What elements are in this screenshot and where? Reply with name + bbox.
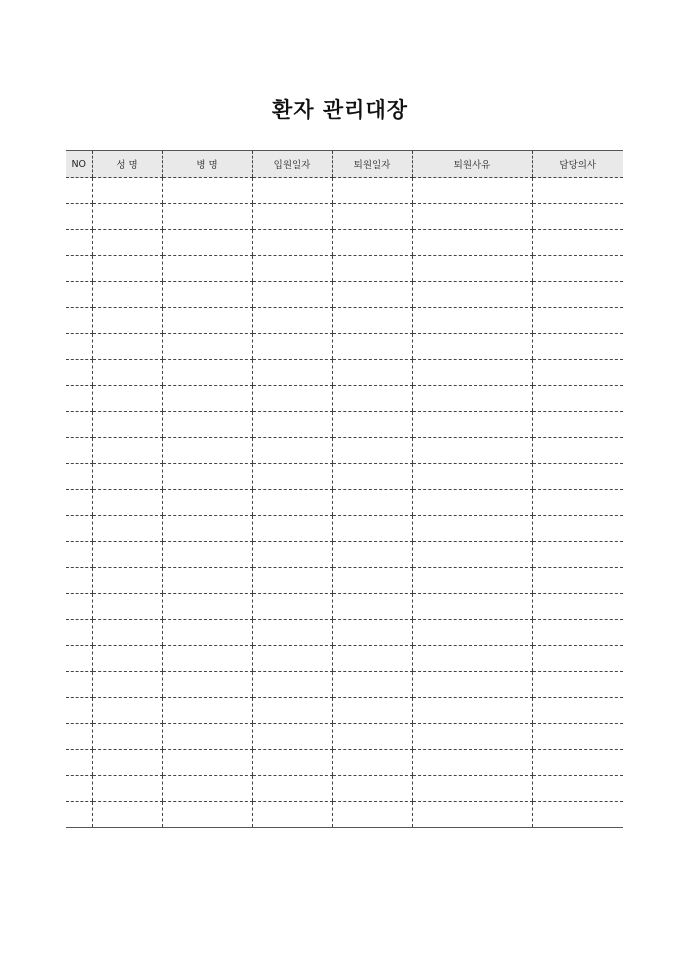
cell-discharge-reason[interactable] — [412, 490, 532, 516]
col-header-discharge-reason: 퇴원사유 — [412, 151, 532, 178]
col-header-name: 성 명 — [92, 151, 162, 178]
cell-discharge-reason[interactable] — [412, 802, 532, 828]
cell-name[interactable] — [92, 178, 162, 204]
cell-discharge-reason[interactable] — [412, 386, 532, 412]
table-row — [66, 750, 623, 776]
cell-discharge-date[interactable] — [332, 516, 412, 542]
cell-attending-doctor[interactable] — [532, 724, 623, 750]
cell-no[interactable] — [66, 308, 92, 334]
cell-discharge-date[interactable] — [332, 308, 412, 334]
cell-disease[interactable] — [162, 802, 252, 828]
cell-attending-doctor[interactable] — [532, 412, 623, 438]
cell-name[interactable] — [92, 230, 162, 256]
table-row — [66, 386, 623, 412]
cell-name[interactable] — [92, 464, 162, 490]
cell-admission-date[interactable] — [252, 594, 332, 620]
cell-discharge-reason[interactable] — [412, 542, 532, 568]
table-row — [66, 490, 623, 516]
cell-name[interactable] — [92, 750, 162, 776]
cell-no[interactable] — [66, 334, 92, 360]
table-row — [66, 698, 623, 724]
cell-discharge-date[interactable] — [332, 334, 412, 360]
cell-disease[interactable] — [162, 438, 252, 464]
cell-no[interactable] — [66, 698, 92, 724]
cell-discharge-date[interactable] — [332, 750, 412, 776]
table-row — [66, 646, 623, 672]
cell-discharge-reason[interactable] — [412, 438, 532, 464]
cell-name[interactable] — [92, 334, 162, 360]
cell-discharge-date[interactable] — [332, 594, 412, 620]
header-row — [66, 151, 623, 178]
cell-discharge-reason[interactable] — [412, 672, 532, 698]
cell-name[interactable] — [92, 646, 162, 672]
cell-discharge-date[interactable] — [332, 282, 412, 308]
cell-disease[interactable] — [162, 490, 252, 516]
cell-discharge-reason[interactable] — [412, 464, 532, 490]
cell-admission-date[interactable] — [252, 360, 332, 386]
cell-no[interactable] — [66, 542, 92, 568]
cell-no[interactable] — [66, 282, 92, 308]
cell-discharge-reason[interactable] — [412, 412, 532, 438]
table-row — [66, 204, 623, 230]
cell-attending-doctor[interactable] — [532, 594, 623, 620]
cell-name[interactable] — [92, 438, 162, 464]
document-title: 환자 관리대장 — [271, 98, 409, 122]
cell-no[interactable] — [66, 178, 92, 204]
cell-name[interactable] — [92, 308, 162, 334]
cell-name[interactable] — [92, 412, 162, 438]
table-row — [66, 672, 623, 698]
cell-discharge-reason[interactable] — [412, 178, 532, 204]
cell-disease[interactable] — [162, 620, 252, 646]
cell-name[interactable] — [92, 568, 162, 594]
cell-admission-date[interactable] — [252, 412, 332, 438]
cell-discharge-date[interactable] — [332, 646, 412, 672]
table-row — [66, 464, 623, 490]
cell-discharge-date[interactable] — [332, 386, 412, 412]
cell-no[interactable] — [66, 360, 92, 386]
table-row — [66, 230, 623, 256]
cell-attending-doctor[interactable] — [532, 360, 623, 386]
cell-disease[interactable] — [162, 464, 252, 490]
cell-disease[interactable] — [162, 412, 252, 438]
cell-attending-doctor[interactable] — [532, 568, 623, 594]
cell-disease[interactable] — [162, 204, 252, 230]
table-row — [66, 516, 623, 542]
cell-name[interactable] — [92, 776, 162, 802]
ledger-body — [66, 178, 623, 828]
cell-admission-date[interactable] — [252, 646, 332, 672]
cell-discharge-date[interactable] — [332, 204, 412, 230]
table-row — [66, 802, 623, 828]
cell-admission-date[interactable] — [252, 308, 332, 334]
cell-disease[interactable] — [162, 568, 252, 594]
cell-admission-date[interactable] — [252, 698, 332, 724]
cell-discharge-date[interactable] — [332, 724, 412, 750]
cell-discharge-reason[interactable] — [412, 750, 532, 776]
cell-no[interactable] — [66, 620, 92, 646]
cell-attending-doctor[interactable] — [532, 542, 623, 568]
col-header-disease: 병 명 — [162, 151, 252, 178]
cell-admission-date[interactable] — [252, 750, 332, 776]
cell-name[interactable] — [92, 802, 162, 828]
col-header-discharge-date: 퇴원일자 — [332, 151, 412, 178]
table-row — [66, 256, 623, 282]
cell-discharge-date[interactable] — [332, 620, 412, 646]
cell-discharge-date[interactable] — [332, 542, 412, 568]
cell-admission-date[interactable] — [252, 490, 332, 516]
table-row — [66, 438, 623, 464]
table-row — [66, 724, 623, 750]
cell-attending-doctor[interactable] — [532, 308, 623, 334]
cell-no[interactable] — [66, 490, 92, 516]
cell-admission-date[interactable] — [252, 334, 332, 360]
cell-disease[interactable] — [162, 256, 252, 282]
cell-attending-doctor[interactable] — [532, 620, 623, 646]
cell-attending-doctor[interactable] — [532, 282, 623, 308]
cell-disease[interactable] — [162, 178, 252, 204]
table-row — [66, 308, 623, 334]
table-row — [66, 334, 623, 360]
cell-discharge-reason[interactable] — [412, 620, 532, 646]
cell-admission-date[interactable] — [252, 178, 332, 204]
cell-discharge-reason[interactable] — [412, 776, 532, 802]
table-row — [66, 178, 623, 204]
cell-no[interactable] — [66, 412, 92, 438]
cell-name[interactable] — [92, 256, 162, 282]
cell-admission-date[interactable] — [252, 724, 332, 750]
cell-discharge-date[interactable] — [332, 568, 412, 594]
cell-no[interactable] — [66, 464, 92, 490]
cell-discharge-reason[interactable] — [412, 282, 532, 308]
cell-admission-date[interactable] — [252, 776, 332, 802]
col-header-no: NO — [66, 151, 92, 178]
cell-attending-doctor[interactable] — [532, 672, 623, 698]
cell-attending-doctor[interactable] — [532, 490, 623, 516]
cell-discharge-date[interactable] — [332, 178, 412, 204]
cell-discharge-date[interactable] — [332, 438, 412, 464]
cell-admission-date[interactable] — [252, 438, 332, 464]
cell-discharge-reason[interactable] — [412, 256, 532, 282]
cell-name[interactable] — [92, 204, 162, 230]
cell-admission-date[interactable] — [252, 672, 332, 698]
cell-discharge-date[interactable] — [332, 360, 412, 386]
cell-name[interactable] — [92, 594, 162, 620]
cell-name[interactable] — [92, 516, 162, 542]
cell-no[interactable] — [66, 230, 92, 256]
cell-attending-doctor[interactable] — [532, 230, 623, 256]
cell-attending-doctor[interactable] — [532, 776, 623, 802]
cell-attending-doctor[interactable] — [532, 750, 623, 776]
table-row — [66, 412, 623, 438]
cell-no[interactable] — [66, 646, 92, 672]
cell-discharge-date[interactable] — [332, 802, 412, 828]
cell-admission-date[interactable] — [252, 620, 332, 646]
cell-name[interactable] — [92, 360, 162, 386]
cell-discharge-reason[interactable] — [412, 516, 532, 542]
cell-attending-doctor[interactable] — [532, 646, 623, 672]
cell-admission-date[interactable] — [252, 204, 332, 230]
cell-discharge-reason[interactable] — [412, 360, 532, 386]
cell-discharge-date[interactable] — [332, 490, 412, 516]
cell-disease[interactable] — [162, 516, 252, 542]
cell-admission-date[interactable] — [252, 386, 332, 412]
cell-name[interactable] — [92, 724, 162, 750]
cell-disease[interactable] — [162, 724, 252, 750]
cell-admission-date[interactable] — [252, 802, 332, 828]
cell-attending-doctor[interactable] — [532, 438, 623, 464]
cell-disease[interactable] — [162, 282, 252, 308]
cell-attending-doctor[interactable] — [532, 178, 623, 204]
cell-name[interactable] — [92, 386, 162, 412]
cell-admission-date[interactable] — [252, 568, 332, 594]
table-row — [66, 542, 623, 568]
cell-admission-date[interactable] — [252, 230, 332, 256]
cell-name[interactable] — [92, 282, 162, 308]
cell-discharge-reason[interactable] — [412, 698, 532, 724]
cell-admission-date[interactable] — [252, 256, 332, 282]
cell-disease[interactable] — [162, 672, 252, 698]
cell-disease[interactable] — [162, 776, 252, 802]
cell-name[interactable] — [92, 542, 162, 568]
cell-no[interactable] — [66, 568, 92, 594]
cell-attending-doctor[interactable] — [532, 698, 623, 724]
cell-no[interactable] — [66, 386, 92, 412]
cell-discharge-reason[interactable] — [412, 594, 532, 620]
cell-discharge-reason[interactable] — [412, 308, 532, 334]
cell-admission-date[interactable] — [252, 282, 332, 308]
cell-admission-date[interactable] — [252, 516, 332, 542]
col-header-admission-date: 입원일자 — [252, 151, 332, 178]
cell-name[interactable] — [92, 672, 162, 698]
table-row — [66, 620, 623, 646]
cell-discharge-reason[interactable] — [412, 334, 532, 360]
table-row — [66, 282, 623, 308]
cell-disease[interactable] — [162, 308, 252, 334]
cell-attending-doctor[interactable] — [532, 334, 623, 360]
cell-disease[interactable] — [162, 646, 252, 672]
cell-discharge-date[interactable] — [332, 672, 412, 698]
cell-name[interactable] — [92, 698, 162, 724]
cell-discharge-reason[interactable] — [412, 646, 532, 672]
cell-disease[interactable] — [162, 360, 252, 386]
cell-no[interactable] — [66, 594, 92, 620]
cell-no[interactable] — [66, 776, 92, 802]
cell-disease[interactable] — [162, 386, 252, 412]
cell-attending-doctor[interactable] — [532, 386, 623, 412]
cell-admission-date[interactable] — [252, 464, 332, 490]
cell-discharge-date[interactable] — [332, 230, 412, 256]
cell-disease[interactable] — [162, 230, 252, 256]
cell-no[interactable] — [66, 516, 92, 542]
cell-disease[interactable] — [162, 698, 252, 724]
table-row — [66, 568, 623, 594]
table-row — [66, 776, 623, 802]
cell-attending-doctor[interactable] — [532, 204, 623, 230]
cell-disease[interactable] — [162, 750, 252, 776]
cell-no[interactable] — [66, 750, 92, 776]
cell-discharge-reason[interactable] — [412, 724, 532, 750]
cell-no[interactable] — [66, 802, 92, 828]
cell-no[interactable] — [66, 204, 92, 230]
cell-attending-doctor[interactable] — [532, 516, 623, 542]
cell-discharge-date[interactable] — [332, 698, 412, 724]
table-row — [66, 360, 623, 386]
cell-no[interactable] — [66, 256, 92, 282]
cell-no[interactable] — [66, 672, 92, 698]
cell-name[interactable] — [92, 490, 162, 516]
cell-attending-doctor[interactable] — [532, 256, 623, 282]
cell-discharge-date[interactable] — [332, 776, 412, 802]
cell-disease[interactable] — [162, 542, 252, 568]
patient-ledger-table — [66, 150, 623, 828]
cell-discharge-date[interactable] — [332, 464, 412, 490]
cell-admission-date[interactable] — [252, 542, 332, 568]
cell-no[interactable] — [66, 724, 92, 750]
cell-name[interactable] — [92, 620, 162, 646]
cell-discharge-date[interactable] — [332, 412, 412, 438]
cell-disease[interactable] — [162, 594, 252, 620]
cell-disease[interactable] — [162, 334, 252, 360]
table-row — [66, 594, 623, 620]
cell-discharge-reason[interactable] — [412, 204, 532, 230]
cell-no[interactable] — [66, 438, 92, 464]
cell-discharge-date[interactable] — [332, 256, 412, 282]
cell-discharge-reason[interactable] — [412, 230, 532, 256]
cell-attending-doctor[interactable] — [532, 802, 623, 828]
cell-attending-doctor[interactable] — [532, 464, 623, 490]
col-header-attending-doctor: 담당의사 — [532, 151, 623, 178]
cell-discharge-reason[interactable] — [412, 568, 532, 594]
